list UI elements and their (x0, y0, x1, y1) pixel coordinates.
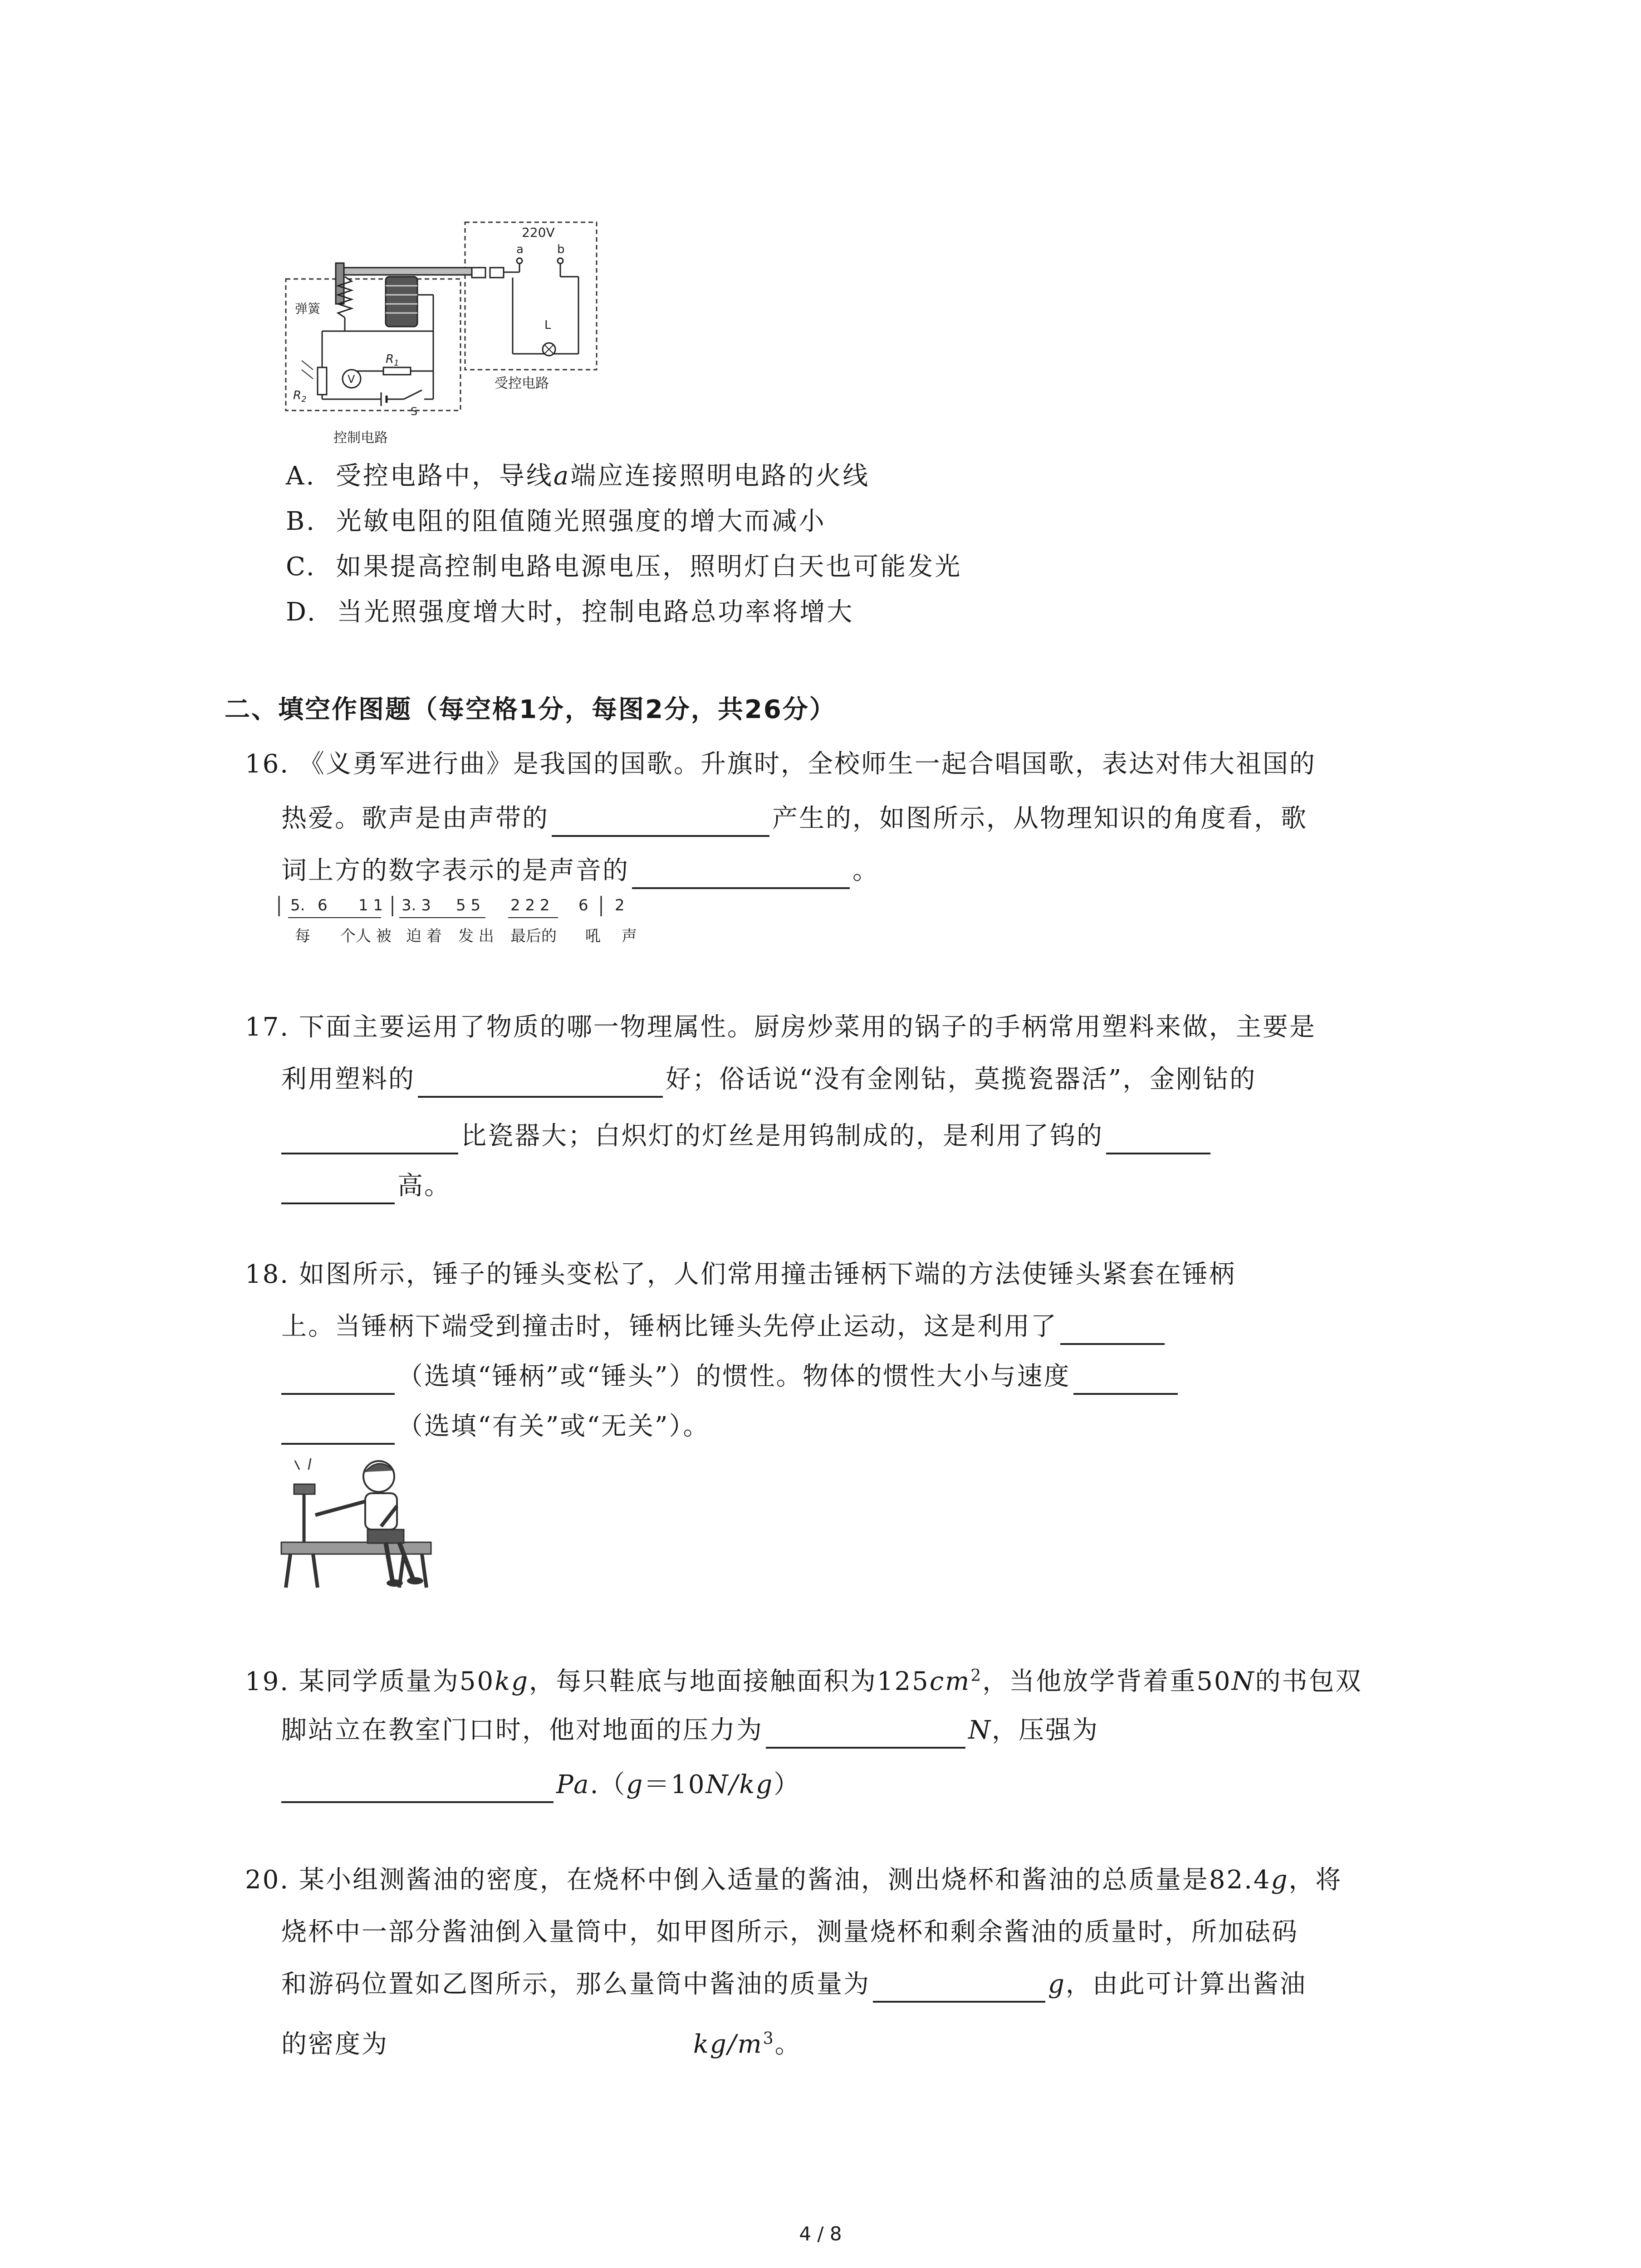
answer-blank[interactable] (281, 1416, 395, 1445)
q17-line4: 高。 (281, 1168, 451, 1204)
q16-line2: 热爱。歌声是由声带的 产生的，如图所示，从物理知识的角度看，歌 (281, 801, 1308, 837)
q16-line3: 词上方的数字表示的是声音的 。 (281, 853, 879, 889)
q20-line1: 20. 某小组测酱油的密度，在烧杯中倒入适量的酱油，测出烧杯和酱油的总质量是82.4g，将 (245, 1862, 1342, 1898)
section-heading: 二、填空作图题（每空格1分，每图2分，共26分） (225, 695, 836, 724)
score-lyric: 发 出 (458, 927, 494, 945)
question-number: 19. (245, 1667, 290, 1696)
q19-line2: 脚站立在教室门口时，他对地面的压力为 N，压强为 (281, 1712, 1099, 1749)
question-number: 16. (245, 749, 290, 779)
answer-blank[interactable] (281, 1774, 554, 1803)
r2-label: $R_2$ (293, 389, 307, 404)
option-c: C. 如果提高控制电路电源电压，照明灯白天也可能发光 (286, 552, 962, 582)
q19-line3: Pa.（g＝10N/kg） (281, 1767, 800, 1803)
answer-blank[interactable] (766, 1720, 965, 1749)
score-lyric: 吼 (585, 927, 601, 945)
q18-line4: （选填“有关”或“无关”）。 (281, 1408, 710, 1445)
score-note: 2 2 2 (510, 896, 550, 914)
voltage-label: 220V (522, 225, 555, 240)
answer-blank[interactable] (418, 1069, 663, 1098)
q20-line2: 烧杯中一部分酱油倒入量筒中，如甲图所示，测量烧杯和剩余酱油的质量时，所加砝码 (281, 1917, 1298, 1947)
music-score-figure (277, 891, 685, 955)
q19-line1: 19. 某同学质量为50kg，每只鞋底与地面接触面积为$125cm^2$，当他放学背着重50N的书包双 (245, 1658, 1362, 1700)
score-lyric: 迫 着 (406, 927, 442, 945)
score-note: 5 5 (456, 896, 481, 914)
answer-blank[interactable] (391, 2034, 691, 2063)
score-note: 1 1 (358, 896, 383, 914)
option-a: A. 受控电路中，导线a端应连接照明电路的火线 (286, 461, 870, 491)
answer-blank[interactable] (1106, 1125, 1210, 1154)
answer-blank[interactable] (1073, 1366, 1178, 1395)
q16-line1: 16. 《义勇军进行曲》是我国的国歌。升旗时，全校师生一起合唱国歌，表达对伟大祖国的 (245, 746, 1316, 782)
option-d: D. 当光照强度增大时，控制电路总功率将增大 (286, 597, 854, 627)
question-number: 18. (245, 1260, 290, 1289)
controlled-circuit-caption: 受控电路 (495, 376, 549, 391)
terminal-a-label: a (516, 243, 524, 256)
score-lyric: 最后的 (510, 927, 557, 945)
switch-label: S (411, 405, 418, 418)
score-note: 3. 3 (402, 896, 431, 914)
q17-line3: 比瓷器大；白炽灯的灯丝是用钨制成的，是利用了钨的 (281, 1118, 1213, 1154)
question-number: 17. (245, 1012, 290, 1042)
score-lyric: 个人 被 (340, 927, 392, 945)
q20-line4: 的密度为 $kg/m^3$。 (281, 2021, 802, 2063)
answer-blank[interactable] (1060, 1316, 1165, 1345)
option-b: B. 光敏电阻的阻值随光照强度的增大而减小 (286, 507, 826, 536)
answer-blank[interactable] (552, 808, 769, 837)
score-note: 5. (290, 896, 305, 914)
answer-blank[interactable] (281, 1125, 458, 1154)
relay-circuit-figure (277, 218, 617, 463)
hammer-boy-illustration (277, 1452, 449, 1597)
q20-line3: 和游码位置如乙图所示，那么量筒中酱油的质量为 g，由此可计算出酱油 (281, 1966, 1307, 2003)
score-lyric: 每 (295, 927, 310, 945)
page-number: 4 / 8 (799, 2223, 842, 2245)
voltmeter-label: V (348, 373, 355, 386)
score-note: 6 (318, 896, 328, 914)
r1-label: $R_1$ (386, 352, 399, 368)
spring-label: 弹簧 (295, 301, 321, 316)
answer-blank[interactable] (281, 1175, 395, 1204)
control-circuit-caption: 控制电路 (333, 430, 388, 446)
score-lyric: 声 (622, 927, 637, 945)
q17-line2: 利用塑料的 好；俗话说“没有金刚钻，莫揽瓷器活”，金刚钻的 (281, 1061, 1256, 1098)
answer-blank[interactable] (281, 1366, 395, 1395)
lamp-label: L (544, 318, 551, 332)
answer-blank[interactable] (632, 860, 850, 889)
score-note: 6 (578, 896, 588, 914)
score-note: 2 (615, 896, 625, 914)
question-number: 20. (245, 1865, 290, 1895)
q18-line2: 上。当锤柄下端受到撞击时，锤柄比锤头先停止运动，这是利用了 (281, 1309, 1167, 1345)
q18-line3: （选填“锤柄”或“锤头”）的惯性。物体的惯性大小与速度 (281, 1359, 1181, 1395)
terminal-b-label: b (557, 243, 565, 256)
q18-line1: 18. 如图所示，锤子的锤头变松了，人们常用撞击锤柄下端的方法使锤头紧套在锤柄 (245, 1256, 1236, 1293)
answer-blank[interactable] (873, 1974, 1045, 2003)
q17-line1: 17. 下面主要运用了物质的哪一物理属性。厨房炒菜用的锅子的手柄常用塑料来做，主要是 (245, 1009, 1316, 1046)
